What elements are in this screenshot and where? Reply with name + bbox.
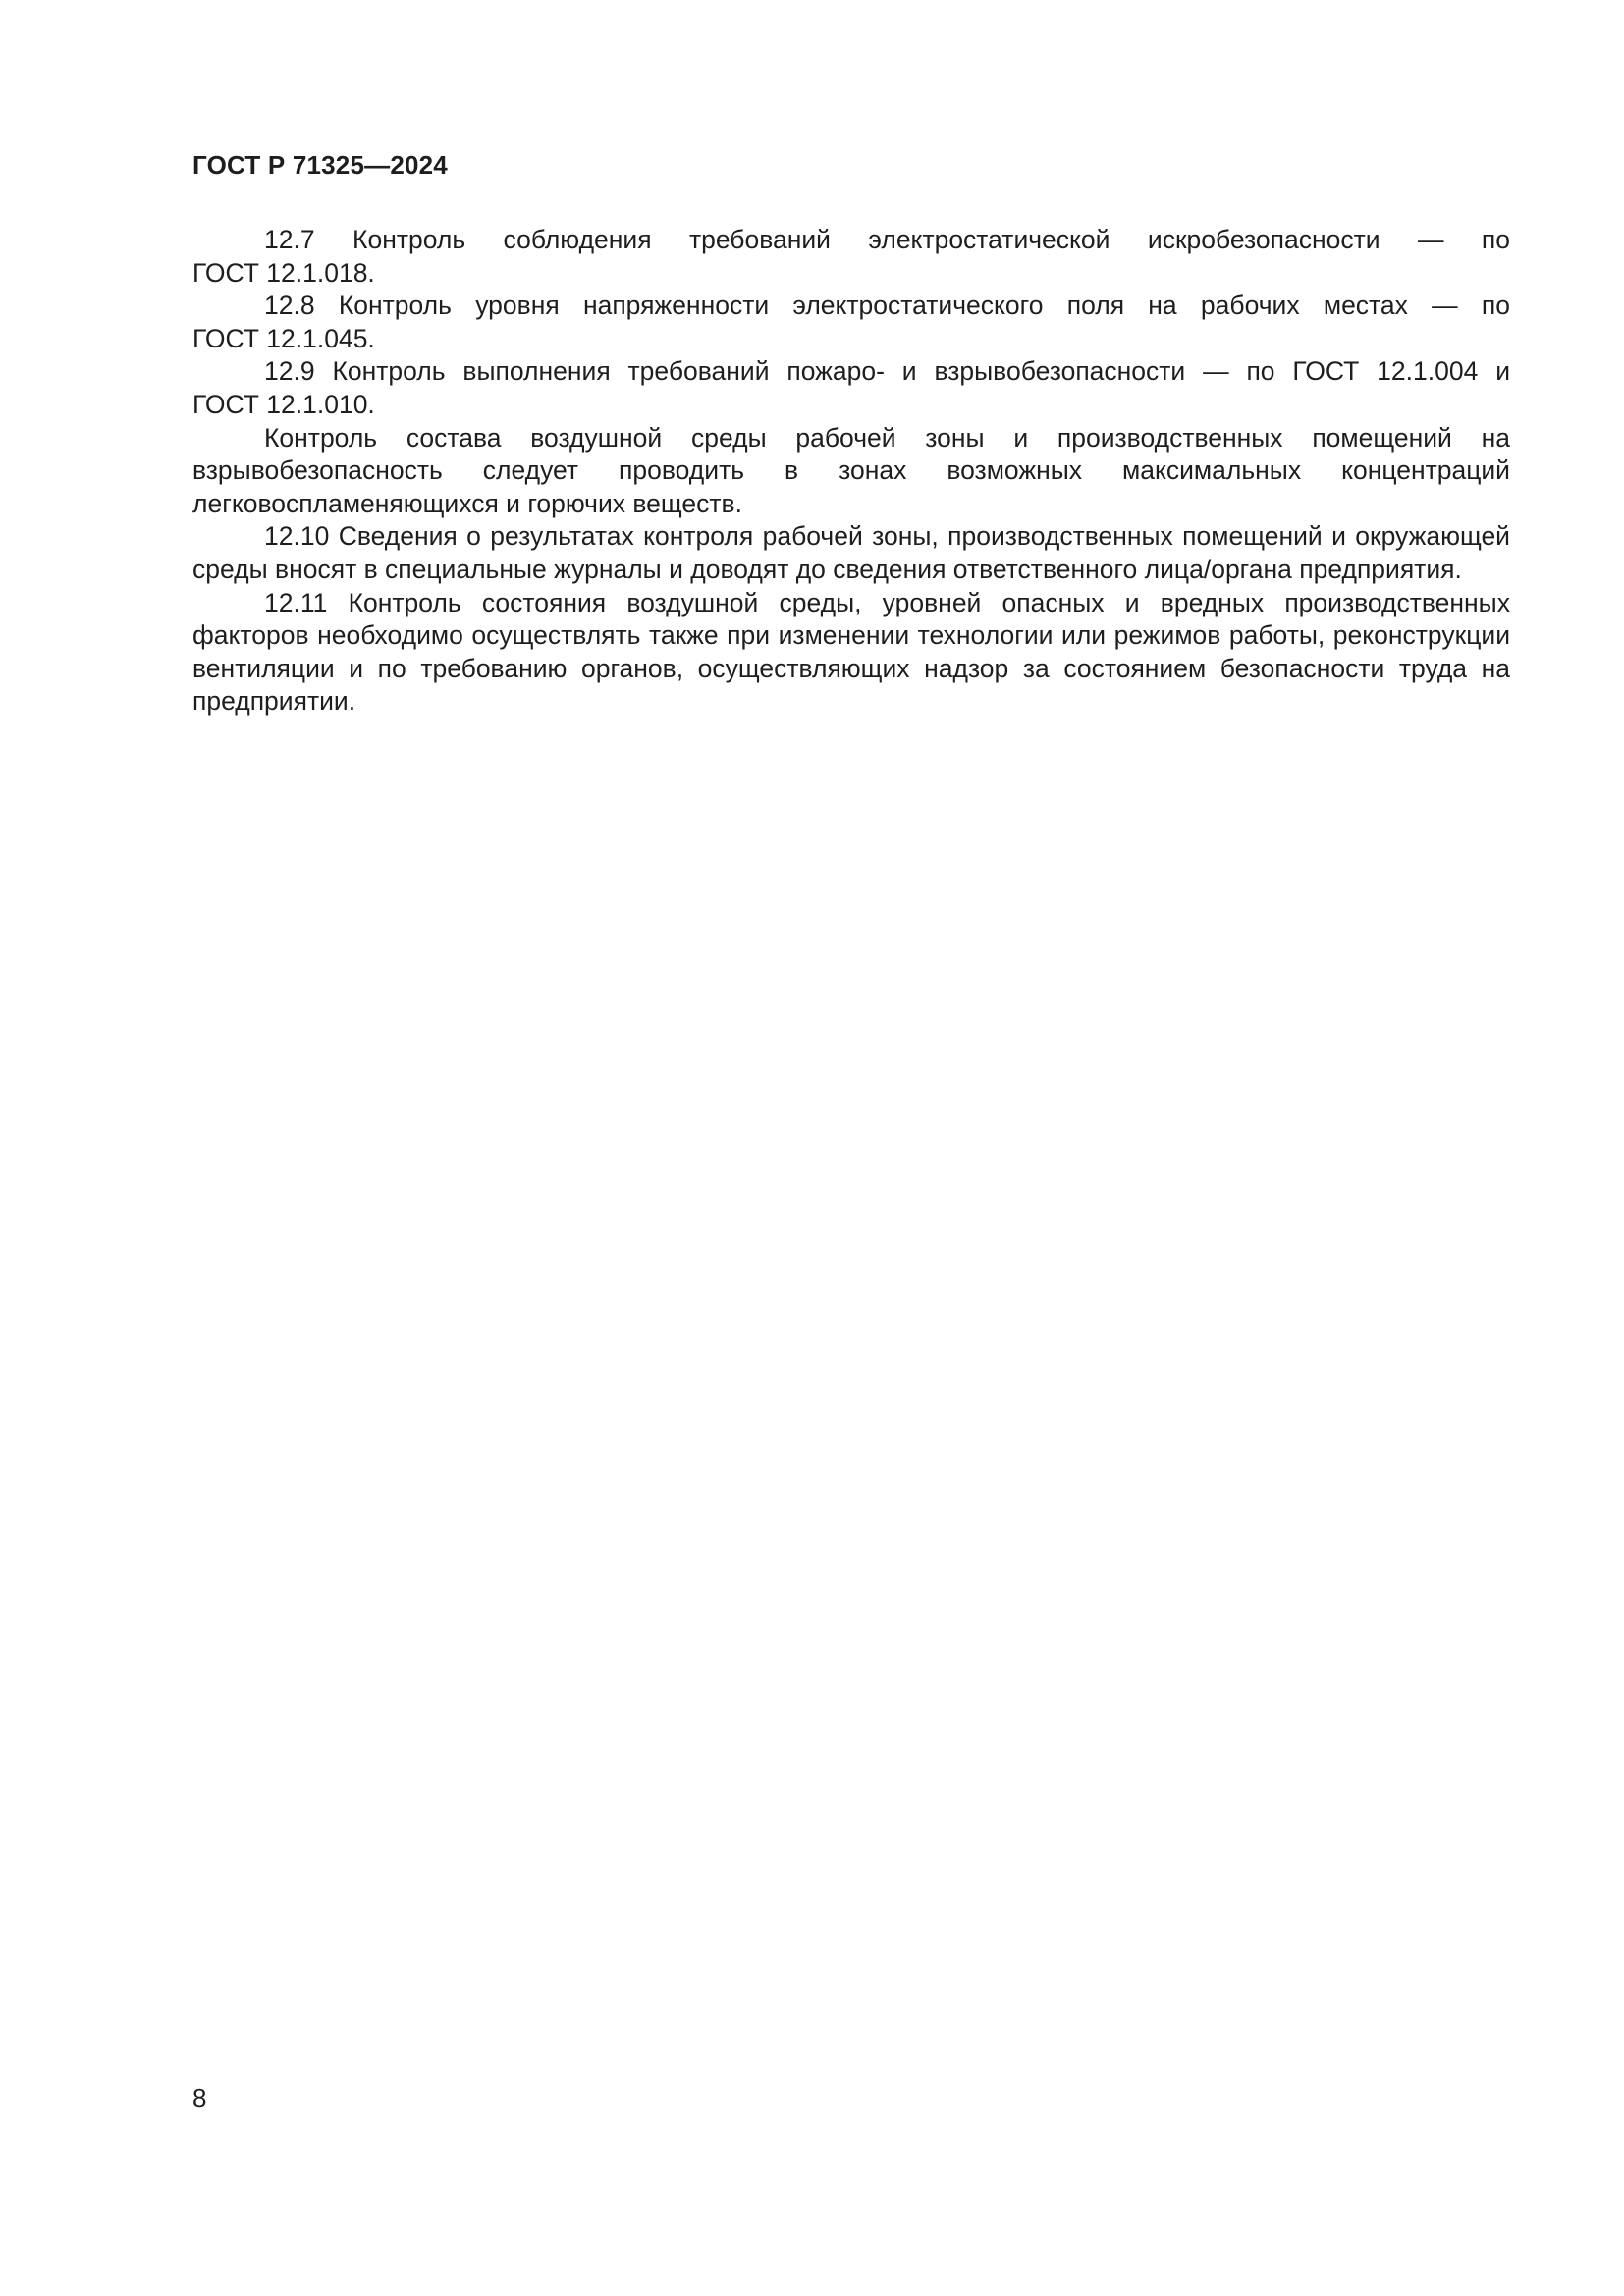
paragraph-text-line2: ГОСТ 12.1.018.	[192, 257, 375, 288]
paragraph-text-line1: Контроль уровня напряженности электростатического поля на рабочих местах — по	[338, 291, 1510, 321]
document-header: ГОСТ Р 71325—2024	[192, 150, 448, 180]
paragraph-text: Контроль состава воздушной среды рабочей зоны и производственных помещений на взрывобезопасность следует проводить в зонах возможных максимальных концентраций легковоспламеняющихся и горючих веществ.	[192, 422, 1510, 518]
paragraph-number: 12.11	[264, 587, 328, 617]
paragraph-12-9	[192, 355, 1510, 389]
paragraph-number: 12.8	[264, 291, 315, 321]
paragraph-number: 12.7	[264, 225, 315, 254]
paragraph-text: Контроль состояния воздушной среды, уровней опасных и вредных производственных факторов необходимо осуществлять также при изменении технологии или режимов работы, реконструкции вентиляции и по требованию органов, осуществляющих надзор за состоянием безопасности труда на предприятии.	[192, 587, 1510, 717]
paragraph-text-line1: Контроль выполнения требований пожаро- и взрывобезопасности — по ГОСТ 12.1.004 и	[332, 356, 1511, 387]
paragraph-number: 12.9	[264, 356, 315, 387]
paragraph-air-control	[192, 422, 1510, 521]
paragraph-12-7-cont	[192, 257, 1510, 291]
paragraph-12-8-cont	[192, 323, 1510, 356]
paragraph-text-line2: ГОСТ 12.1.010.	[192, 389, 375, 419]
paragraph-12-7	[192, 224, 1510, 257]
paragraph-12-9-cont	[192, 389, 1510, 422]
paragraph-12-11	[192, 587, 1510, 719]
paragraph-text-line2: ГОСТ 12.1.045.	[192, 323, 375, 353]
paragraph-12-10	[192, 520, 1510, 586]
document-body	[192, 224, 1510, 719]
paragraph-text: Сведения о результатах контроля рабочей зоны, производственных помещений и окружающей среды вносят в специальные журналы и доводят до сведения ответственного лица/органа предприятия.	[192, 521, 1510, 584]
paragraph-12-8	[192, 290, 1510, 323]
paragraph-text-line1: Контроль соблюдения требований электростатической искробезопасности — по	[352, 225, 1510, 254]
page-number: 8	[192, 2083, 207, 2112]
paragraph-number: 12.10	[264, 521, 330, 552]
